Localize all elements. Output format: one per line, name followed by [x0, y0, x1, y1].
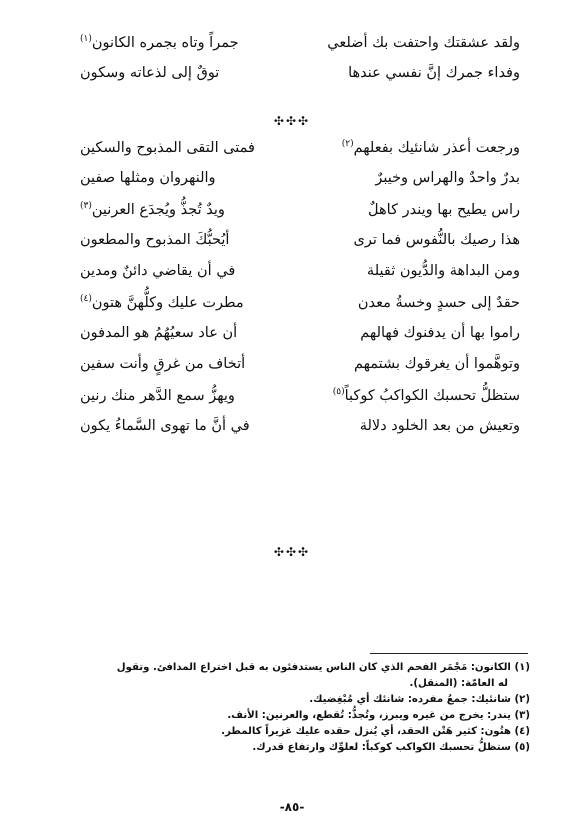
- verse-line: [80, 34, 520, 65]
- footnote: [60, 660, 530, 676]
- verse-second-hemistich: مطرت عليك وكلُّهنَّ هتون$^{(٤)}$: [80, 294, 244, 311]
- footnote: [60, 708, 530, 724]
- footnote-number: (١): [514, 662, 530, 673]
- footnote: [60, 692, 530, 708]
- verse-line: [80, 356, 520, 387]
- footnote-continuation: له العامّة: (المنقل).: [409, 678, 508, 689]
- verse-line: [80, 170, 520, 201]
- verse-first-hemistich: راس يطيح بها ويندر كاهلٌ: [368, 201, 520, 218]
- verse-line: [80, 232, 520, 263]
- footnote-marker: (٣): [80, 201, 92, 211]
- verse-first-hemistich: هذا رصيك بالنُّفوس فما ترى: [353, 232, 520, 248]
- verse-first-hemistich: ولقد عشقتك واحتفت بك أضلعي: [327, 34, 520, 51]
- footnote: [60, 740, 530, 756]
- verse-second-hemistich: ويهزُّ سمع الدَّهر منك رنين: [80, 387, 235, 404]
- verse-first-hemistich: وتعيش من بعد الخلود دلالة: [359, 418, 520, 434]
- verse-second-hemistich: أيُحبُّكَ المذبوح والمطعون: [80, 232, 230, 248]
- verse-line: [80, 387, 520, 418]
- verse-second-hemistich: في أن يقاضي دائنٌ ومدين: [80, 263, 236, 279]
- footnote-marker: (١): [80, 34, 92, 44]
- footnote-number: (٥): [514, 742, 530, 753]
- verse-second-hemistich: فمتى التقى المذبوح والسكين: [80, 139, 255, 156]
- verse-second-hemistich: أتخاف من غرقٍ وأنت سفين: [80, 356, 246, 372]
- footnote-marker: (٥): [332, 387, 345, 397]
- verse-line: [80, 201, 520, 232]
- verse-first-hemistich: وتوهَّموا أن يغرقوك بشتمهم: [353, 356, 520, 372]
- footnote-text: شانئيك: جمعُ مفرده: شانئك أي مُبْغِضيك.: [309, 694, 511, 705]
- stanza-2: [80, 139, 520, 449]
- page-number: -٨٥-: [279, 800, 305, 814]
- footnote-number: (٣): [514, 710, 530, 721]
- verse-second-hemistich: ويدٌ تُجذُّ ويُجدَع العرنين$^{(٣)}$: [80, 201, 225, 218]
- verse-second-hemistich: جمراً وتاه بجمره الكانون$^{(١)}$: [80, 34, 239, 51]
- verse-line: [80, 418, 520, 449]
- verse-first-hemistich: بدرٌ واحدٌ والهراس وخيبرٌ: [375, 170, 520, 186]
- section-divider: ✣✣✣: [273, 114, 311, 128]
- verse-first-hemistich: راموا بها أن يدفنوك فهالهم: [360, 325, 520, 341]
- stanza-1: [80, 34, 520, 96]
- footnote-text: يندر: يخرج من غيره ويبرز، وتُجذُّ: تُقطع، والعرنين: الأنف.: [227, 710, 511, 721]
- section-divider: ✣✣✣: [273, 545, 311, 559]
- footnote: [60, 724, 530, 740]
- footnote-text: الكانون: مَجْمَر الفحم الذي كان الناس يستدفئون به قبل اختراع المدافئ. وتقول: [116, 662, 511, 673]
- footnote-marker: (٤): [80, 294, 92, 304]
- footnote-number: (٤): [514, 726, 530, 737]
- verse-line: [80, 65, 520, 96]
- footnote-text: هتُون: كثير هَتْن الحقد، أي يُنزل حقده عليك غزيراً كالمطر.: [221, 726, 511, 737]
- verse-first-hemistich: حقدٌ إلى حسدٍ وخسةُ معدن: [357, 294, 520, 311]
- verse-first-hemistich: ومن البداهة والدُّيون ثقيلة: [366, 263, 520, 279]
- footnote-separator: [370, 653, 528, 654]
- verse-second-hemistich: في أنَّ ما تهوى السَّماءُ يكون: [80, 418, 250, 434]
- verse-first-hemistich: ستظلُّ تحسبك الكواكبُ كوكباً$^{(٥)}$: [332, 387, 520, 404]
- verse-second-hemistich: توقٌ إلى لذعاته وسكون: [80, 65, 220, 81]
- verse-second-hemistich: والنهروان ومثلها صفين: [80, 170, 216, 186]
- verse-line: [80, 139, 520, 170]
- footnote-text: ستظلُّ تحسبك الكواكب كوكباً: لعلوِّك وارتفاع قدرك.: [252, 742, 511, 753]
- footnotes: [60, 660, 530, 756]
- verse-line: [80, 294, 520, 325]
- footnote-number: (٢): [514, 694, 530, 705]
- verse-second-hemistich: أن عاد سعيُهُمُ هو المدفون: [80, 325, 238, 341]
- verse-line: [80, 263, 520, 294]
- verse-line: [80, 325, 520, 356]
- verse-first-hemistich: وفداء جمرك إنَّ نفسي عندها: [348, 65, 520, 81]
- footnote-marker: (٢): [341, 139, 354, 149]
- verse-first-hemistich: ورجعت أعذر شانئيك بفعلهم$^{(٢)}$: [341, 139, 520, 156]
